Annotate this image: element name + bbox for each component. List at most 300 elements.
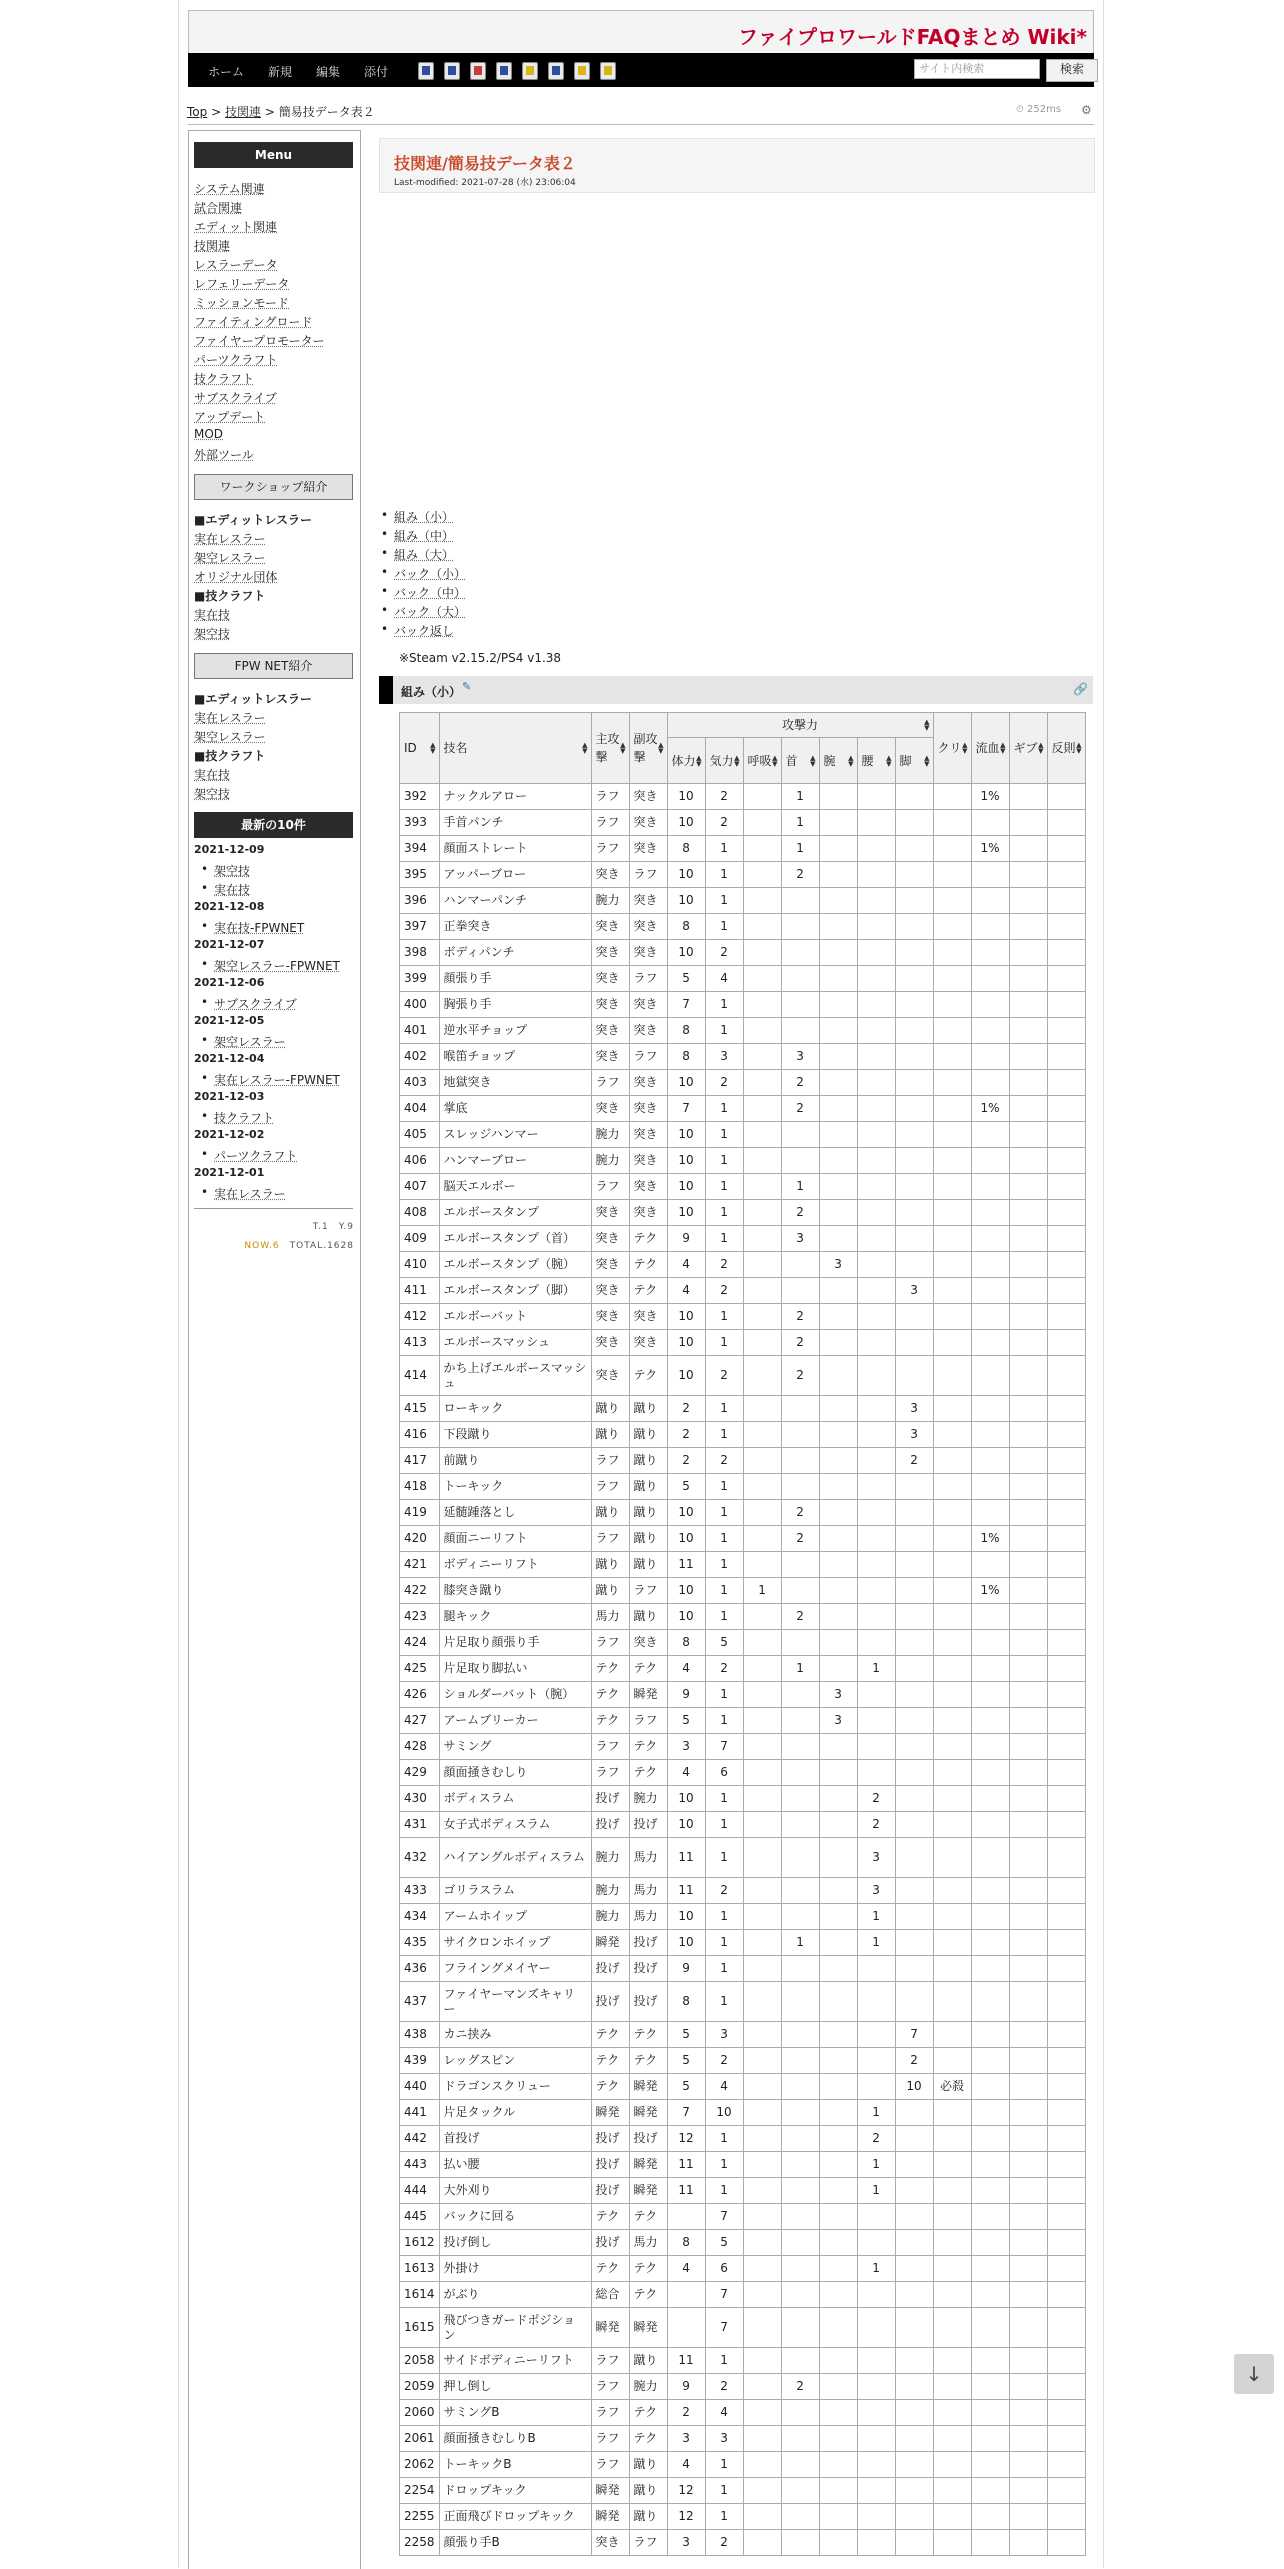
- table-cell: [933, 2126, 971, 2152]
- table-cell: [743, 2426, 781, 2452]
- table-cell: [857, 914, 895, 940]
- toc-link[interactable]: • バック（小）: [394, 565, 594, 582]
- table-cell: [1009, 810, 1047, 836]
- table-row: [400, 888, 1086, 914]
- fpw-heading: ■技クラフト: [194, 749, 266, 763]
- table-cell: [819, 810, 857, 836]
- table-cell: [743, 2152, 781, 2178]
- table-cell: [781, 2152, 819, 2178]
- workshop-link[interactable]: 架空レスラー: [194, 551, 266, 565]
- table-cell: [1047, 1500, 1085, 1526]
- table-cell: [819, 2478, 857, 2504]
- table-cell: [895, 1304, 933, 1330]
- table-cell: [1009, 1604, 1047, 1630]
- table-cell: 406: [400, 1148, 440, 1174]
- table-cell: 3: [705, 1044, 743, 1070]
- table-cell: [895, 2308, 933, 2348]
- table-cell: [781, 1474, 819, 1500]
- table-cell: 突き: [629, 1630, 667, 1656]
- table-cell: [971, 1812, 1009, 1838]
- backup-icon[interactable]: [496, 62, 512, 80]
- table-cell: [1009, 1630, 1047, 1656]
- table-row: [400, 2348, 1086, 2374]
- table-cell: [819, 1812, 857, 1838]
- table-cell: [933, 810, 971, 836]
- table-cell: [971, 1396, 1009, 1422]
- table-cell: 5: [705, 1630, 743, 1656]
- table-cell: 444: [400, 2178, 440, 2204]
- menu-item[interactable]: 試合関連: [194, 201, 243, 215]
- site-title[interactable]: ファイプロワールドFAQまとめ Wiki*: [738, 25, 1087, 49]
- menu-item[interactable]: 外部ツール: [194, 448, 254, 462]
- table-cell: 8: [667, 1630, 705, 1656]
- table-cell: [1047, 2478, 1085, 2504]
- menu-item[interactable]: MOD: [194, 427, 224, 441]
- table-row: [400, 2308, 1086, 2348]
- data-table: [399, 712, 1086, 2556]
- col-header-main[interactable]: 主攻撃 ▲ ▼: [591, 713, 629, 784]
- table-cell: ボディパンチ: [439, 940, 591, 966]
- search-button[interactable]: 検索: [1046, 59, 1098, 82]
- counter-total: TOTAL.1628: [289, 1241, 354, 1251]
- list-icon[interactable]: [548, 62, 564, 80]
- table-cell: 蹴り: [629, 1526, 667, 1552]
- table-row: [400, 1500, 1086, 1526]
- table-row: [400, 1422, 1086, 1448]
- table-cell: [933, 1982, 971, 2022]
- table-cell: 10: [667, 810, 705, 836]
- toc-link[interactable]: • 組み（大）: [394, 546, 594, 563]
- table-cell: [1009, 2256, 1047, 2282]
- section-marker: [379, 676, 393, 704]
- fpw-link[interactable]: 架空技: [194, 787, 231, 801]
- table-cell: 1: [705, 1982, 743, 2022]
- table-cell: テク: [629, 2400, 667, 2426]
- table-cell: [743, 1786, 781, 1812]
- table-cell: [1047, 1174, 1085, 1200]
- table-cell: [933, 1630, 971, 1656]
- table-cell: 419: [400, 1500, 440, 1526]
- recent-item[interactable]: • 実在技-FPWNET: [214, 919, 304, 936]
- table-cell: [1047, 1982, 1085, 2022]
- col-header-leg[interactable]: 脚 ▲ ▼: [895, 738, 933, 784]
- table-row: [400, 1956, 1086, 1982]
- fpw-link[interactable]: 実在技: [194, 768, 231, 782]
- table-cell: [1009, 1174, 1047, 1200]
- table-cell: [1009, 2426, 1047, 2452]
- recent-item[interactable]: • 実在レスラー-FPWNET: [214, 1071, 340, 1088]
- toc-link[interactable]: • 組み（中）: [394, 527, 594, 544]
- table-cell: エルボーバット: [439, 1304, 591, 1330]
- table-cell: 投げ: [591, 2230, 629, 2256]
- table-cell: [933, 1526, 971, 1552]
- table-cell: 9: [667, 1956, 705, 1982]
- table-row: [400, 1760, 1086, 1786]
- copy-icon[interactable]: [444, 62, 460, 80]
- col-header-crit[interactable]: クリ ▲ ▼: [933, 713, 971, 784]
- table-cell: 10: [667, 784, 705, 810]
- table-cell: [933, 2452, 971, 2478]
- table-cell: 422: [400, 1578, 440, 1604]
- table-cell: 掌底: [439, 1096, 591, 1122]
- table-cell: [1009, 1304, 1047, 1330]
- table-cell: 正面飛びドロップキック: [439, 2504, 591, 2530]
- table-cell: [971, 2348, 1009, 2374]
- table-cell: 1: [781, 784, 819, 810]
- menu-item[interactable]: システム関連: [194, 182, 265, 196]
- nav-home[interactable]: ホーム: [208, 65, 245, 79]
- table-cell: 蹴り: [629, 1448, 667, 1474]
- table-cell: [1047, 1096, 1085, 1122]
- col-header-id[interactable]: ID ▲ ▼: [400, 713, 440, 784]
- table-cell: 9: [667, 1226, 705, 1252]
- menu-item[interactable]: エディット関連: [194, 220, 278, 234]
- table-cell: [895, 2530, 933, 2556]
- col-header-counter[interactable]: 反則 ▲ ▼: [1047, 713, 1085, 784]
- workshop-link[interactable]: 実在技: [194, 608, 231, 622]
- table-cell: ラフ: [591, 1734, 629, 1760]
- page-title[interactable]: 技関連/簡易技データ表２: [394, 154, 576, 173]
- table-cell: [781, 2256, 819, 2282]
- workshop-link[interactable]: オリジナル団体: [194, 570, 278, 584]
- sort-icon: ▲ ▼: [924, 718, 930, 732]
- table-cell: [971, 1604, 1009, 1630]
- table-cell: 413: [400, 1330, 440, 1356]
- table-row: [400, 914, 1086, 940]
- scroll-down-button[interactable]: [1234, 2354, 1274, 2394]
- search-input[interactable]: サイト内検索: [914, 59, 1040, 79]
- toc-link[interactable]: • バック（中）: [394, 584, 594, 601]
- table-cell: 瞬発: [591, 1930, 629, 1956]
- table-cell: 2: [781, 2374, 819, 2400]
- workshop-heading: ■エディットレスラー: [194, 513, 313, 527]
- help-icon[interactable]: [600, 62, 616, 80]
- table-cell: [1047, 2256, 1085, 2282]
- breadcrumb-top[interactable]: Top: [187, 105, 208, 119]
- table-cell: [895, 1500, 933, 1526]
- col-header-arm[interactable]: 腕 ▲ ▼: [819, 738, 857, 784]
- menu-item[interactable]: 技関連: [194, 239, 231, 253]
- col-header-breath[interactable]: 呼吸 ▲ ▼: [743, 738, 781, 784]
- table-cell: 1: [705, 1904, 743, 1930]
- table-cell: [781, 1760, 819, 1786]
- sort-icon: ▲ ▼: [734, 753, 740, 768]
- table-cell: [1009, 914, 1047, 940]
- table-cell: [1009, 1682, 1047, 1708]
- table-cell: [1047, 1018, 1085, 1044]
- table-cell: [743, 2126, 781, 2152]
- table-cell: [857, 1474, 895, 1500]
- table-cell: [1009, 2452, 1047, 2478]
- table-cell: 10: [667, 1122, 705, 1148]
- table-cell: 2: [781, 1096, 819, 1122]
- table-cell: [857, 1070, 895, 1096]
- table-cell: 440: [400, 2074, 440, 2100]
- table-cell: [895, 2400, 933, 2426]
- table-cell: 1: [705, 2348, 743, 2374]
- table-cell: 1613: [400, 2256, 440, 2282]
- table-cell: [933, 2152, 971, 2178]
- table-cell: 突き: [591, 992, 629, 1018]
- table-cell: [933, 1396, 971, 1422]
- table-cell: 399: [400, 966, 440, 992]
- menu-item[interactable]: レスラーデータ: [194, 258, 278, 272]
- table-cell: [971, 1044, 1009, 1070]
- table-cell: [857, 1396, 895, 1422]
- table-row: [400, 1044, 1086, 1070]
- table-cell: 2: [705, 1656, 743, 1682]
- col-header-waist[interactable]: 腰 ▲ ▼: [857, 738, 895, 784]
- table-cell: ラフ: [591, 836, 629, 862]
- table-cell: 3: [781, 1044, 819, 1070]
- table-cell: 突き: [591, 1330, 629, 1356]
- table-cell: 8: [667, 1044, 705, 1070]
- table-cell: [895, 2348, 933, 2374]
- toc-link[interactable]: • バック返し: [394, 622, 594, 639]
- diff-icon[interactable]: [470, 62, 486, 80]
- table-cell: [819, 1448, 857, 1474]
- table-cell: 396: [400, 888, 440, 914]
- fpw-link[interactable]: 実在レスラー: [194, 711, 266, 725]
- table-cell: 突き: [629, 1096, 667, 1122]
- table-cell: [781, 1682, 819, 1708]
- table-cell: [895, 1044, 933, 1070]
- table-cell: 10: [895, 2074, 933, 2100]
- table-cell: [1009, 1656, 1047, 1682]
- table-cell: 1: [781, 836, 819, 862]
- table-cell: 突き: [591, 1200, 629, 1226]
- table-cell: [1047, 1604, 1085, 1630]
- toc-link[interactable]: • バック（大）: [394, 603, 594, 620]
- table-cell: ラフ: [629, 2530, 667, 2556]
- col-header-name[interactable]: 技名 ▲ ▼: [439, 713, 591, 784]
- table-cell: 2: [781, 1500, 819, 1526]
- table-row: [400, 2074, 1086, 2100]
- table-cell: 瞬発: [629, 2308, 667, 2348]
- table-cell: トーキックB: [439, 2452, 591, 2478]
- table-cell: [857, 1252, 895, 1278]
- table-cell: 前蹴り: [439, 1448, 591, 1474]
- table-cell: [819, 1226, 857, 1252]
- table-cell: [1047, 1252, 1085, 1278]
- table-cell: [857, 1148, 895, 1174]
- table-cell: 腕力: [591, 1122, 629, 1148]
- sort-icon: ▲ ▼: [430, 741, 436, 755]
- table-cell: [933, 2100, 971, 2126]
- table-row: [400, 1122, 1086, 1148]
- table-row: [400, 1356, 1086, 1396]
- col-header-group[interactable]: 攻撃力 ▲ ▼: [667, 713, 933, 738]
- recent-item[interactable]: • 架空レスラー: [214, 1033, 286, 1050]
- table-cell: [743, 1448, 781, 1474]
- table-cell: 突き: [629, 1122, 667, 1148]
- table-cell: [743, 1070, 781, 1096]
- table-cell: [895, 1526, 933, 1552]
- menu-item[interactable]: ファイティングロード: [194, 315, 313, 329]
- pencil-icon[interactable]: ✎: [462, 680, 472, 693]
- recent-item[interactable]: • 技クラフト: [214, 1109, 274, 1126]
- col-header-bleed[interactable]: 流血 ▲ ▼: [971, 713, 1009, 784]
- table-cell: 片足取り顔張り手: [439, 1630, 591, 1656]
- table-cell: サミング: [439, 1734, 591, 1760]
- table-cell: [743, 1500, 781, 1526]
- table-cell: [1047, 1044, 1085, 1070]
- table-cell: [971, 1734, 1009, 1760]
- nav-attach[interactable]: 添付: [364, 65, 389, 79]
- table-cell: [1047, 1526, 1085, 1552]
- table-cell: [743, 1174, 781, 1200]
- table-cell: [857, 1096, 895, 1122]
- recent-item[interactable]: • パーツクラフト: [214, 1147, 297, 1164]
- table-cell: 4: [667, 1278, 705, 1304]
- menu-item[interactable]: パーツクラフト: [194, 353, 278, 367]
- table-cell: [1047, 2230, 1085, 2256]
- col-header-sub[interactable]: 副攻撃 ▲ ▼: [629, 713, 667, 784]
- workshop-link[interactable]: 実在レスラー: [194, 532, 266, 546]
- table-cell: 突き: [629, 836, 667, 862]
- table-cell: 393: [400, 810, 440, 836]
- table-cell: [1009, 1904, 1047, 1930]
- recent-changes-icon[interactable]: [574, 62, 590, 80]
- table-row: [400, 1018, 1086, 1044]
- workshop-link[interactable]: 架空技: [194, 627, 231, 641]
- recent-item[interactable]: • サブスクライブ: [214, 995, 297, 1012]
- table-cell: [1009, 2400, 1047, 2426]
- table-cell: 投げ: [629, 1956, 667, 1982]
- fpw-link[interactable]: 架空レスラー: [194, 730, 266, 744]
- table-cell: 3: [857, 1838, 895, 1878]
- recent-item[interactable]: • 実在技: [214, 881, 250, 898]
- edit-icon[interactable]: [418, 62, 434, 80]
- table-cell: [857, 1356, 895, 1396]
- table-cell: 1: [857, 2100, 895, 2126]
- table-cell: ローキック: [439, 1396, 591, 1422]
- table-row: [400, 2400, 1086, 2426]
- table-cell: [1047, 1708, 1085, 1734]
- menu-item[interactable]: ミッションモード: [194, 296, 290, 310]
- table-cell: [1047, 2348, 1085, 2374]
- table-cell: テク: [629, 1760, 667, 1786]
- table-cell: 払い腰: [439, 2152, 591, 2178]
- table-cell: [743, 2530, 781, 2556]
- breadcrumb-parent[interactable]: 技関連: [224, 105, 261, 119]
- table-cell: 突き: [629, 1174, 667, 1200]
- menu-item[interactable]: サブスクライブ: [194, 391, 277, 405]
- table-cell: [857, 1526, 895, 1552]
- breadcrumb: [187, 103, 375, 120]
- table-cell: ラフ: [629, 1708, 667, 1734]
- table-cell: 417: [400, 1448, 440, 1474]
- table-cell: 1615: [400, 2308, 440, 2348]
- table-cell: [781, 1812, 819, 1838]
- table-cell: ラフ: [629, 1044, 667, 1070]
- table-cell: [857, 1304, 895, 1330]
- table-cell: [819, 2452, 857, 2478]
- table-cell: [819, 2178, 857, 2204]
- menu-item[interactable]: レフェリーデータ: [194, 277, 290, 291]
- recent-item[interactable]: • 実在レスラー: [214, 1185, 286, 1202]
- table-cell: テク: [591, 1656, 629, 1682]
- move-data-table: [399, 712, 1086, 2556]
- link-icon[interactable]: 🔗: [1073, 682, 1088, 696]
- table-cell: 418: [400, 1474, 440, 1500]
- table-cell: テク: [629, 1278, 667, 1304]
- table-row: [400, 810, 1086, 836]
- table-cell: テク: [629, 1252, 667, 1278]
- table-cell: 2254: [400, 2478, 440, 2504]
- recent-date: 2021-12-02: [194, 1128, 265, 1141]
- table-cell: 2: [705, 1278, 743, 1304]
- recent-item[interactable]: • 架空レスラー-FPWNET: [214, 957, 340, 974]
- table-cell: [1047, 2074, 1085, 2100]
- table-cell: [781, 2452, 819, 2478]
- table-cell: [1047, 2282, 1085, 2308]
- table-cell: 蹴り: [629, 1396, 667, 1422]
- table-cell: [781, 2230, 819, 2256]
- table-cell: [971, 1838, 1009, 1878]
- table-cell: [819, 1018, 857, 1044]
- table-cell: ハイアングルボディスラム: [439, 1838, 591, 1878]
- table-row: [400, 836, 1086, 862]
- attach-file-icon[interactable]: [522, 62, 538, 80]
- table-cell: [1047, 2204, 1085, 2230]
- table-cell: [1047, 1474, 1085, 1500]
- toc-link[interactable]: • 組み（小）: [394, 508, 594, 525]
- table-cell: [1009, 1122, 1047, 1148]
- table-cell: [819, 1356, 857, 1396]
- table-cell: [895, 1982, 933, 2022]
- table-cell: [1009, 2074, 1047, 2100]
- table-cell: 3: [819, 1708, 857, 1734]
- table-cell: [1047, 1838, 1085, 1878]
- table-cell: 424: [400, 1630, 440, 1656]
- table-cell: [971, 1474, 1009, 1500]
- render-time-value: 252ms: [1027, 104, 1062, 115]
- table-cell: 416: [400, 1422, 440, 1448]
- col-header-neck[interactable]: 首 ▲ ▼: [781, 738, 819, 784]
- recent-item[interactable]: • 架空技: [214, 862, 250, 879]
- table-cell: [743, 2256, 781, 2282]
- menu-item[interactable]: 技クラフト: [194, 372, 255, 386]
- gear-icon[interactable]: ⚙: [1081, 103, 1092, 117]
- table-cell: 瞬発: [629, 1682, 667, 1708]
- table-cell: 2: [705, 1356, 743, 1396]
- table-cell: 突き: [629, 810, 667, 836]
- table-cell: [971, 888, 1009, 914]
- table-cell: 5: [667, 966, 705, 992]
- table-cell: 1: [705, 836, 743, 862]
- table-cell: [857, 2308, 895, 2348]
- col-header-give[interactable]: ギブ ▲ ▼: [1009, 713, 1047, 784]
- menu-item[interactable]: アップデート: [194, 410, 266, 424]
- col-header-stamina[interactable]: 体力 ▲ ▼: [667, 738, 705, 784]
- menu-header: Menu: [194, 142, 353, 168]
- table-cell: [971, 1148, 1009, 1174]
- nav-new[interactable]: 新規: [268, 65, 293, 79]
- table-row: [400, 1096, 1086, 1122]
- table-cell: [895, 2126, 933, 2152]
- menu-item[interactable]: ファイヤープロモーター: [194, 334, 325, 348]
- col-header-spirit[interactable]: 気力 ▲ ▼: [705, 738, 743, 784]
- fpw-heading: ■エディットレスラー: [194, 692, 313, 706]
- nav-edit[interactable]: 編集: [316, 65, 341, 79]
- table-cell: 3: [857, 1878, 895, 1904]
- table-row: [400, 2256, 1086, 2282]
- table-cell: [781, 2178, 819, 2204]
- breadcrumb-separator: >: [264, 105, 275, 119]
- table-cell: 8: [667, 2230, 705, 2256]
- table-cell: 3: [705, 2426, 743, 2452]
